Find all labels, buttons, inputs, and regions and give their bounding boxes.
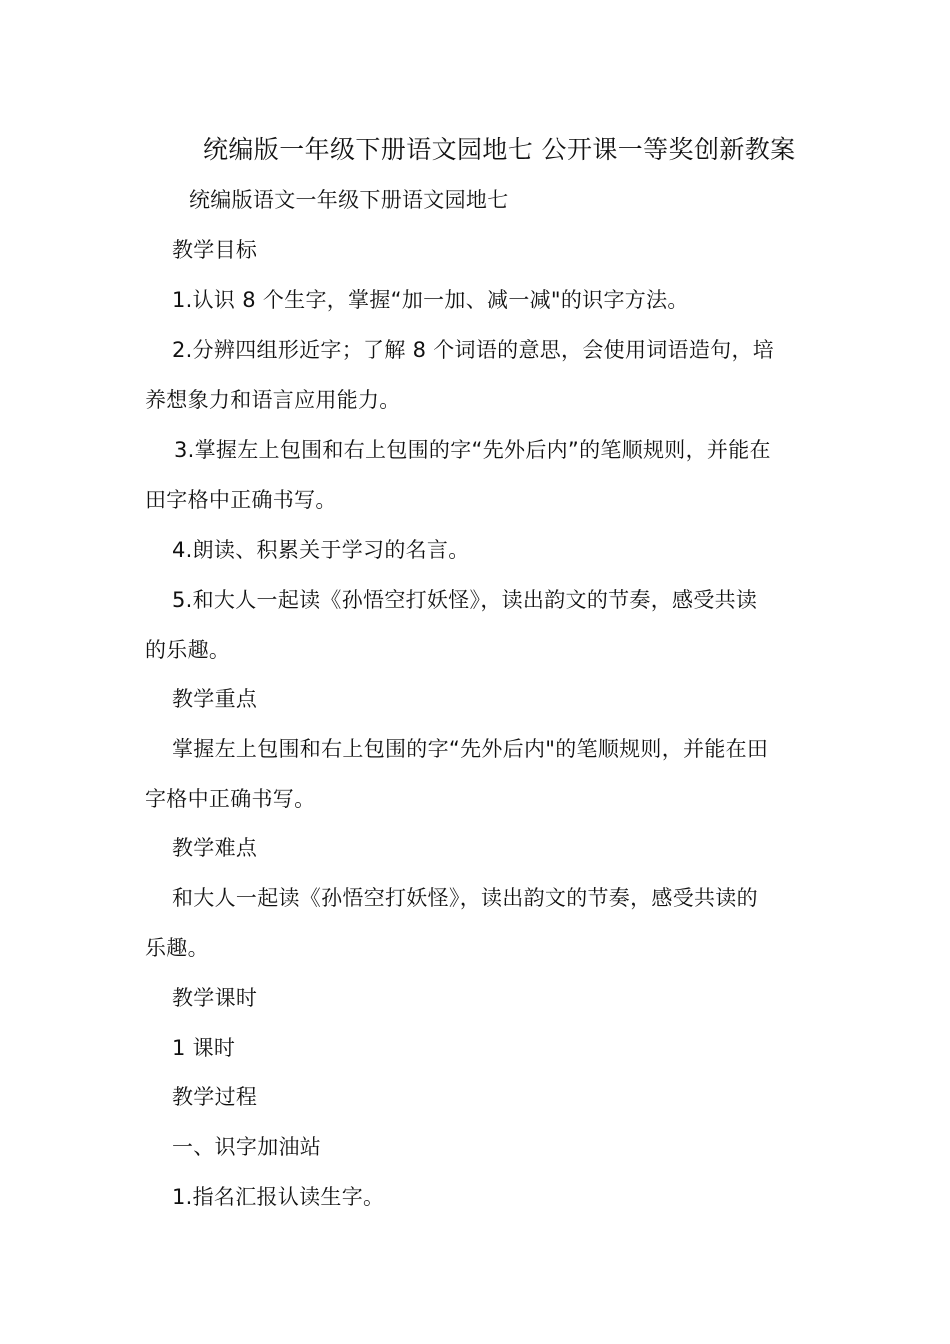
- goal-2-line-1: 2.分辨四组形近字；了解 8 个词语的意思，会使用词语造句，培: [172, 338, 775, 362]
- goal-5-line-2: 的乐趣。: [145, 638, 231, 662]
- goal-3-line-1: 3.掌握左上包围和右上包围的字“先外后内”的笔顺规则，并能在: [174, 438, 771, 462]
- goal-5-line-1: 5.和大人一起读《孙悟空打妖怪》，读出韵文的节奏，感受共读: [172, 588, 758, 612]
- goal-2-line-2: 养想象力和语言应用能力。: [145, 388, 401, 412]
- heading-teaching-goals: 教学目标: [172, 238, 258, 262]
- document-title: 统编版一年级下册语文园地七 公开课一等奖创新教案: [203, 135, 796, 164]
- goal-4: 4.朗读、积累关于学习的名言。: [172, 538, 470, 562]
- difficulties-line-2: 乐趣。: [145, 936, 209, 960]
- document-subtitle: 统编版语文一年级下册语文园地七: [189, 188, 509, 212]
- heading-teaching-process: 教学过程: [172, 1085, 258, 1109]
- difficulties-line-1: 和大人一起读《孙悟空打妖怪》，读出韵文的节奏，感受共读的: [172, 886, 758, 910]
- heading-key-points: 教学重点: [172, 687, 258, 711]
- heading-class-hours: 教学课时: [172, 986, 258, 1010]
- process-step-1: 1.指名汇报认读生字。: [172, 1185, 385, 1209]
- process-section-1: 一、识字加油站: [172, 1135, 322, 1159]
- goal-3-line-2: 田字格中正确书写。: [145, 488, 337, 512]
- goal-1: 1.认识 8 个生字，掌握“加一加、减一减"的识字方法。: [172, 288, 689, 312]
- class-hours-value: 1 课时: [172, 1036, 236, 1060]
- key-points-line-1: 掌握左上包围和右上包围的字“先外后内"的笔顺规则，并能在田: [172, 737, 769, 761]
- heading-difficulties: 教学难点: [172, 836, 258, 860]
- key-points-line-2: 字格中正确书写。: [145, 787, 316, 811]
